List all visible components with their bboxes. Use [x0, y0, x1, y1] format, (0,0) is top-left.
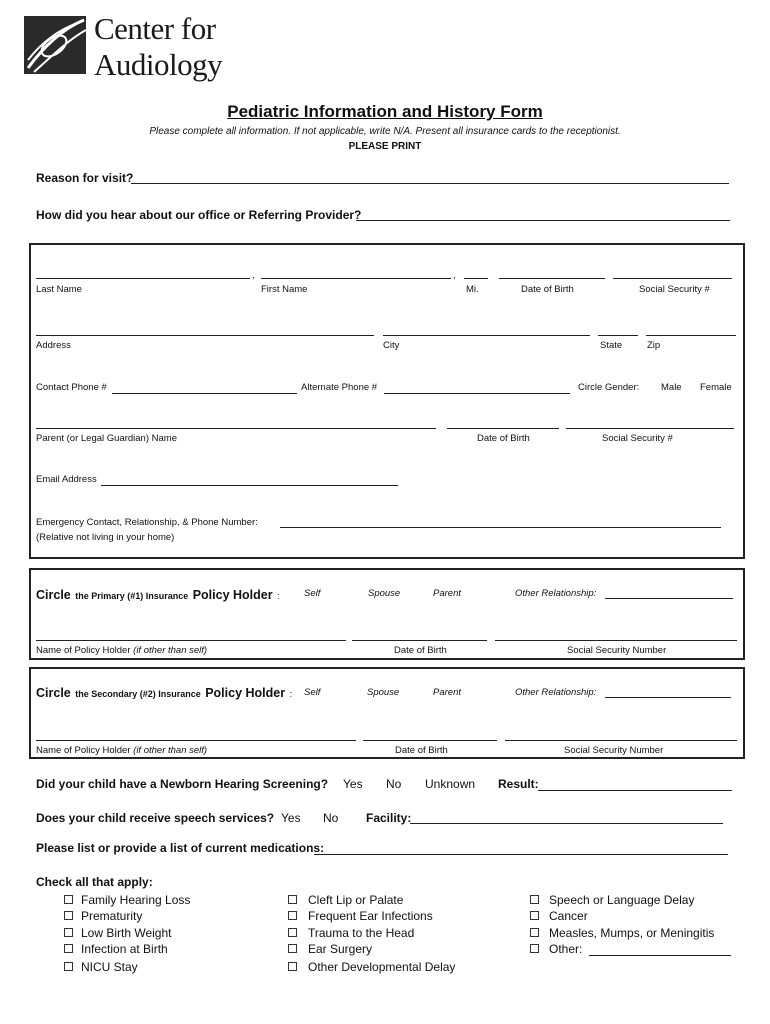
emergency-label: Emergency Contact, Relationship, & Phone Number:	[36, 517, 258, 528]
primary-ssn-label: Social Security Number	[567, 645, 667, 656]
checkbox-infection-at-birth[interactable]	[64, 944, 73, 953]
parent-name-field[interactable]	[36, 428, 436, 429]
result-field[interactable]	[538, 790, 732, 791]
secondary-dob-field[interactable]	[363, 740, 497, 741]
checklist-item: Family Hearing Loss	[81, 893, 191, 907]
secondary-name-field[interactable]	[36, 740, 356, 741]
checkbox-other[interactable]	[530, 944, 539, 953]
medications-question: Please list or provide a list of current medications:	[36, 841, 325, 855]
secondary-name-label: Name of Policy Holder (if other than self)	[36, 745, 208, 756]
address-label: Address	[36, 340, 71, 351]
checklist-item: Cancer	[549, 909, 588, 923]
secondary-parent[interactable]: Parent	[433, 687, 461, 698]
checklist-item: Other Developmental Delay	[308, 960, 456, 974]
checkbox-ear-infections[interactable]	[288, 911, 297, 920]
primary-dob-label: Date of Birth	[394, 645, 447, 656]
checkbox-cleft-lip[interactable]	[288, 895, 297, 904]
reason-label: Reason for visit?	[36, 171, 134, 185]
primary-name-label: Name of Policy Holder (if other than self)	[36, 645, 208, 656]
secondary-heading: Circle the Secondary (#2) Insurance Policy Holder :	[36, 686, 293, 700]
gender-label: Circle Gender:	[578, 382, 640, 393]
primary-spouse[interactable]: Spouse	[368, 588, 401, 599]
heard-field[interactable]	[356, 220, 730, 221]
checkbox-head-trauma[interactable]	[288, 928, 297, 937]
medications-field[interactable]	[314, 854, 728, 855]
newborn-question: Did your child have a Newborn Hearing Screening?	[36, 777, 329, 791]
primary-ssn-field[interactable]	[495, 640, 737, 641]
checkbox-ear-surgery[interactable]	[288, 944, 297, 953]
contact-phone-field[interactable]	[112, 393, 297, 394]
emergency-note: (Relative not living in your home)	[36, 532, 175, 543]
secondary-dob-label: Date of Birth	[395, 745, 448, 756]
gender-female[interactable]: Female	[700, 382, 732, 393]
checklist-item: Infection at Birth	[81, 942, 168, 956]
checklist-item: Frequent Ear Infections	[308, 909, 433, 923]
speech-question: Does your child receive speech services?	[36, 811, 275, 825]
secondary-other-field[interactable]	[605, 697, 731, 698]
checkbox-speech-delay[interactable]	[530, 895, 539, 904]
parent-name-label: Parent (or Legal Guardian) Name	[36, 433, 177, 444]
secondary-ssn-field[interactable]	[505, 740, 737, 741]
secondary-other-label: Other Relationship:	[515, 687, 597, 698]
heard-label: How did you hear about our office or Referring Provider?	[36, 208, 362, 222]
checklist-item: Prematurity	[81, 909, 143, 923]
checklist-item: Other:	[549, 942, 583, 956]
parent-ssn-label: Social Security #	[602, 433, 673, 444]
page-title: Pediatric Information and History Form	[227, 102, 543, 121]
email-field[interactable]	[101, 485, 398, 486]
secondary-spouse[interactable]: Spouse	[367, 687, 400, 698]
alt-phone-label: Alternate Phone #	[301, 382, 378, 393]
mi-field[interactable]	[464, 278, 488, 279]
zip-field[interactable]	[646, 335, 736, 336]
city-label: City	[383, 340, 400, 351]
secondary-self[interactable]: Self	[304, 687, 321, 698]
state-field[interactable]	[598, 335, 638, 336]
primary-other-label: Other Relationship:	[515, 588, 597, 599]
parent-dob-label: Date of Birth	[477, 433, 530, 444]
first-name-field[interactable]	[261, 278, 451, 279]
primary-heading: Circle the Primary (#1) Insurance Policy Holder :	[36, 588, 280, 602]
zip-label: Zip	[647, 340, 661, 351]
checkbox-cancer[interactable]	[530, 911, 539, 920]
first-name-label: First Name	[261, 284, 308, 295]
patient-info-section	[29, 243, 745, 559]
result-label: Result:	[498, 777, 539, 791]
checkbox-family-hearing-loss[interactable]	[64, 895, 73, 904]
other-condition-field[interactable]	[589, 955, 731, 956]
newborn-yes[interactable]: Yes	[343, 777, 363, 791]
logo-line-1: Center for	[94, 11, 216, 46]
primary-name-field[interactable]	[36, 640, 346, 641]
checklist-item: NICU Stay	[81, 960, 138, 974]
instructions: Please complete all information. If not applicable, write N/A. Present all insurance cards to the receptionist.	[149, 126, 621, 137]
last-name-field[interactable]	[36, 278, 250, 279]
primary-other-field[interactable]	[605, 598, 733, 599]
contact-phone-label: Contact Phone #	[36, 382, 107, 393]
checklist-item: Ear Surgery	[308, 942, 373, 956]
checklist-item: Speech or Language Delay	[549, 893, 695, 907]
newborn-no[interactable]: No	[386, 777, 402, 791]
parent-ssn-field[interactable]	[566, 428, 734, 429]
checklist-item: Low Birth Weight	[81, 926, 172, 940]
ssn-field[interactable]	[613, 278, 732, 279]
mi-label: Mi.	[466, 284, 479, 295]
email-label: Email Address	[36, 474, 97, 485]
checklist-item: Measles, Mumps, or Meningitis	[549, 926, 715, 940]
logo-line-2: Audiology	[94, 47, 223, 82]
print-note: PLEASE PRINT	[348, 141, 422, 152]
city-field[interactable]	[383, 335, 590, 336]
checklist-heading: Check all that apply:	[36, 875, 153, 889]
primary-self[interactable]: Self	[304, 588, 321, 599]
checkbox-measles[interactable]	[530, 928, 539, 937]
newborn-unknown[interactable]: Unknown	[425, 777, 476, 791]
dob-label: Date of Birth	[521, 284, 574, 295]
checklist-item: Trauma to the Head	[308, 926, 415, 940]
address-field[interactable]	[36, 335, 374, 336]
logo-icon	[24, 16, 86, 74]
alt-phone-field[interactable]	[384, 393, 570, 394]
secondary-ssn-label: Social Security Number	[564, 745, 664, 756]
checklist-item: Cleft Lip or Palate	[308, 893, 404, 907]
facility-label: Facility:	[366, 811, 412, 825]
facility-field[interactable]	[410, 823, 723, 824]
ssn-label: Social Security #	[639, 284, 710, 295]
primary-parent[interactable]: Parent	[433, 588, 461, 599]
speech-no[interactable]: No	[323, 811, 339, 825]
checkbox-nicu-stay[interactable]	[64, 962, 73, 971]
dob-field[interactable]	[499, 278, 605, 279]
last-name-label: Last Name	[36, 284, 82, 295]
parent-dob-field[interactable]	[447, 428, 559, 429]
reason-field[interactable]	[131, 183, 729, 184]
state-label: State	[600, 340, 623, 351]
primary-dob-field[interactable]	[352, 640, 487, 641]
emergency-field[interactable]	[280, 527, 721, 528]
checkbox-prematurity[interactable]	[64, 911, 73, 920]
gender-male[interactable]: Male	[661, 382, 682, 393]
checkbox-low-birth-weight[interactable]	[64, 928, 73, 937]
checkbox-developmental-delay[interactable]	[288, 962, 297, 971]
speech-yes[interactable]: Yes	[281, 811, 301, 825]
